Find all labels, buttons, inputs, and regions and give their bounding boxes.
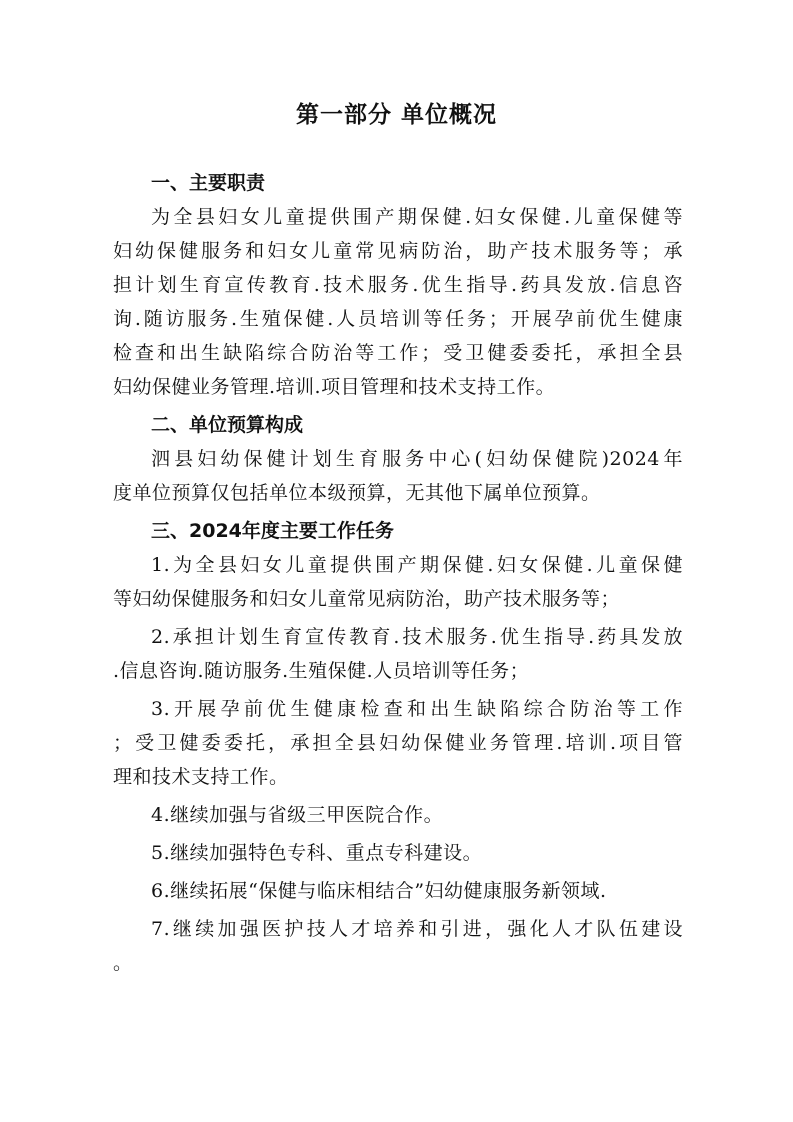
paragraph-line: 妇幼保健服务和妇女儿童常见病防治，助产技术服务等；承	[113, 240, 683, 262]
section-heading-main-duties: 一、主要职责	[151, 172, 266, 194]
section-heading-work-tasks: 三、2024年度主要工作任务	[151, 520, 394, 542]
task-item-line: 理和技术支持工作。	[113, 766, 289, 788]
task-item-line: 等妇幼保健服务和妇女儿童常见病防治，助产技术服务等；	[113, 588, 621, 610]
page-title: 第一部分 单位概况	[295, 102, 497, 128]
task-item-line: 3.开展孕前优生健康检查和出生缺陷综合防治等工作	[151, 698, 683, 720]
task-item-line: 7.继续加强医护技人才培养和引进，强化人才队伍建设	[151, 918, 683, 940]
paragraph-line: 担计划生育宣传教育.技术服务.优生指导.药具发放.信息咨	[113, 274, 683, 296]
task-item-line: 4.继续加强与省级三甲医院合作。	[151, 804, 444, 826]
paragraph-line: 妇幼保健业务管理.培训.项目管理和技术支持工作。	[113, 376, 556, 398]
paragraph-line: 询.随访服务.生殖保健.人员培训等任务；开展孕前优生健康	[113, 308, 683, 330]
section-heading-budget-composition: 二、单位预算构成	[151, 414, 304, 436]
task-item-line: 6.继续拓展“保健与临床相结合”妇幼健康服务新领域.	[151, 880, 607, 902]
document-body	[113, 166, 683, 980]
paragraph-line: 泗县妇幼保健计划生育服务中心(妇幼保健院)2024年	[151, 448, 683, 470]
task-item-line: 1.为全县妇女儿童提供围产期保健.妇女保健.儿童保健	[151, 554, 683, 576]
task-item-line: ；受卫健委委托，承担全县妇幼保健业务管理.培训.项目管	[113, 732, 683, 754]
task-item-line: 。	[113, 952, 133, 974]
paragraph-line: 度单位预算仅包括单位本级预算，无其他下属单位预算。	[113, 482, 601, 504]
task-item-line: 2.承担计划生育宣传教育.技术服务.优生指导.药具发放	[151, 626, 683, 648]
paragraph-line: 检查和出生缺陷综合防治等工作；受卫健委委托，承担全县	[113, 342, 683, 364]
paragraph-line: 为全县妇女儿童提供围产期保健.妇女保健.儿童保健等	[151, 206, 683, 228]
task-item-line: 5.继续加强特色专科、重点专科建设。	[151, 842, 483, 864]
task-item-line: .信息咨询.随访服务.生殖保健.人员培训等任务；	[113, 660, 530, 682]
